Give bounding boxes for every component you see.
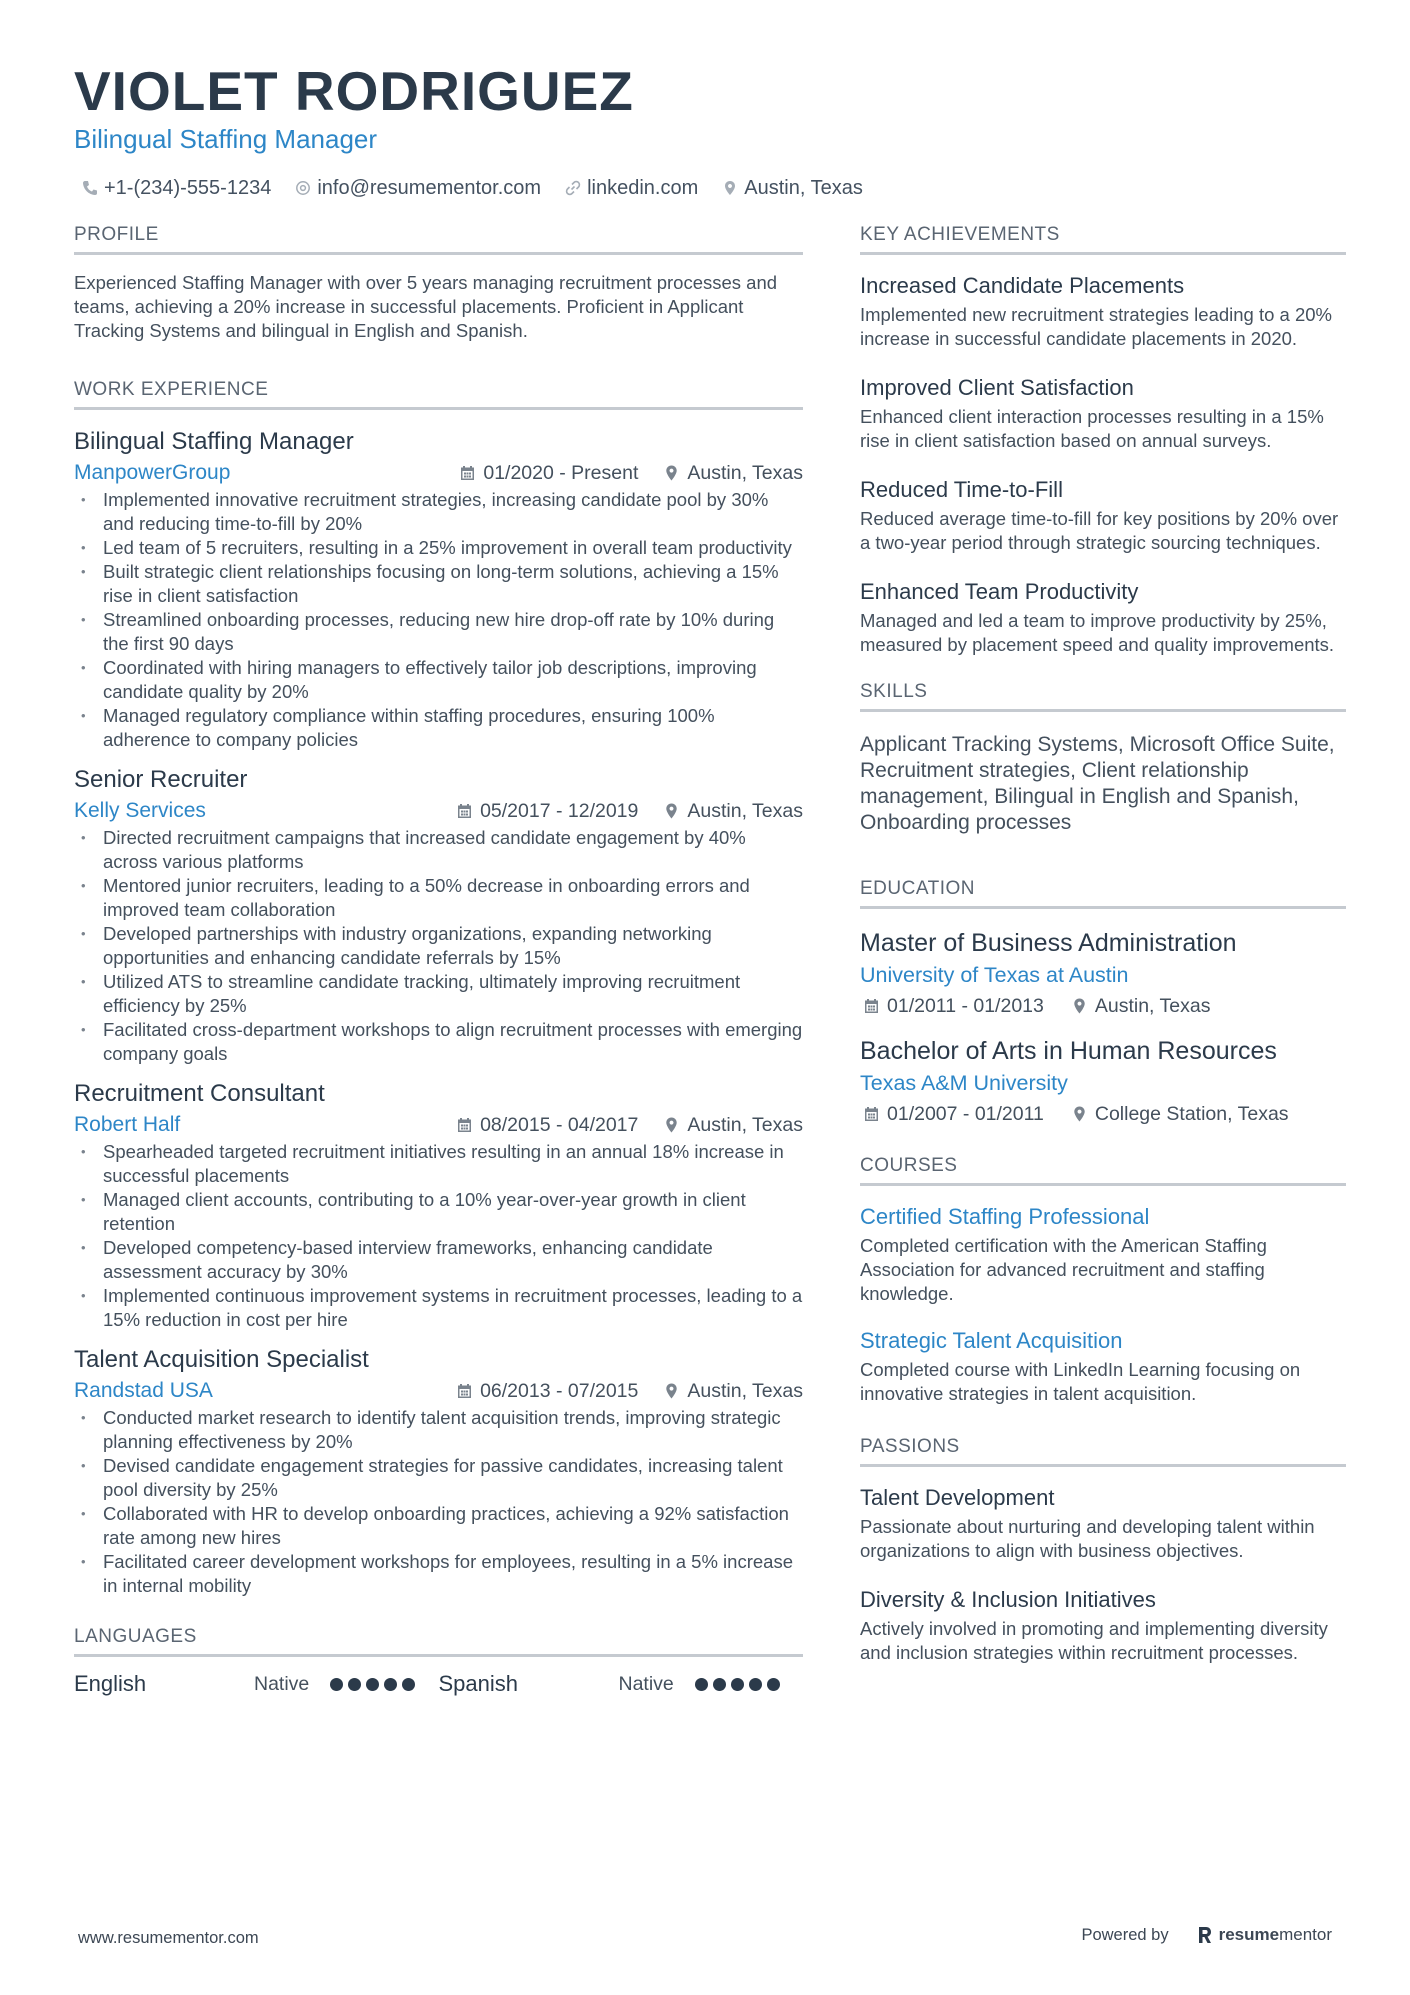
rating-dot	[767, 1678, 780, 1691]
school-name[interactable]: Texas A&M University	[860, 1071, 1068, 1095]
achievements-section	[860, 224, 1346, 657]
job-list	[74, 426, 803, 1598]
location-icon	[1072, 998, 1087, 1014]
job-title: Bilingual Staffing Manager	[74, 428, 354, 455]
footer-website[interactable]: www.resumementor.com	[78, 1929, 259, 1947]
bullet-item: • Implemented innovative recruitment strategies, increasing candidate pool by 30% and reducing time-to-fill by 20%	[74, 488, 803, 536]
job-location-text: Austin, Texas	[687, 462, 803, 484]
bullet-item: • Facilitated career development workshops for employees, resulting in a 5% increase in internal mobility	[74, 1550, 803, 1598]
job-date-location	[457, 796, 803, 826]
section-title-work: WORK EXPERIENCE	[74, 379, 803, 410]
location-icon	[1072, 1106, 1087, 1122]
rating-dot	[384, 1678, 397, 1691]
languages-section	[74, 1626, 803, 1699]
bullet-item: • Conducted market research to identify talent acquisition trends, improving strategic planning effectiveness by 20%	[74, 1406, 803, 1454]
calendar-icon	[460, 465, 475, 481]
rating-dot	[366, 1678, 379, 1691]
achievement-text: Implemented new recruitment strategies leading to a 20% increase in successful candidate placements in 2020.	[860, 304, 1333, 349]
degree-title: Bachelor of Arts in Human Resources	[860, 1037, 1277, 1065]
bullet-item: • Utilized ATS to streamline candidate tracking, ultimately improving recruitment efficiency by 25%	[74, 970, 803, 1018]
email-icon	[295, 180, 311, 196]
calendar-icon	[457, 803, 472, 819]
brand-bold: resume	[1218, 1925, 1280, 1944]
job-meta	[74, 1110, 803, 1140]
skills-section	[860, 681, 1346, 836]
skills-text: Applicant Tracking Systems, Microsoft Office Suite, Recruitment strategies, Client relationship management, Bilingual in English and Spanish, Onboarding processes	[860, 733, 1335, 834]
section-title-languages: LANGUAGES	[74, 1626, 803, 1657]
course-text: Completed certification with the American Staffing Association for advanced recruitment and staffing knowledge.	[860, 1235, 1267, 1304]
language-rating	[330, 1678, 415, 1691]
job-location	[664, 458, 803, 488]
bullet-item: • Facilitated cross-department workshops to align recruitment processes with emerging company goals	[74, 1018, 803, 1066]
passion-title: Diversity & Inclusion Initiatives	[860, 1587, 1156, 1612]
course-text: Completed course with LinkedIn Learning focusing on innovative strategies in talent acquisition.	[860, 1359, 1301, 1404]
education-location-text: College Station, Texas	[1094, 1103, 1289, 1125]
rating-dot	[402, 1678, 415, 1691]
job-dates-text: 05/2017 - 12/2019	[480, 800, 639, 822]
job-bullets	[74, 488, 803, 752]
section-title-achievements: KEY ACHIEVEMENTS	[860, 224, 1346, 255]
job-location-text: Austin, Texas	[687, 800, 803, 822]
contact-bar	[74, 175, 1344, 201]
calendar-icon	[864, 1106, 879, 1122]
job-title: Talent Acquisition Specialist	[74, 1346, 369, 1373]
course-list	[860, 1202, 1346, 1406]
courses-section	[860, 1155, 1346, 1406]
education-dates-text: 01/2011 - 01/2013	[887, 995, 1044, 1017]
bullet-item: • Directed recruitment campaigns that increased candidate engagement by 40% across various platforms	[74, 826, 803, 874]
company-name[interactable]: Kelly Services	[74, 799, 206, 822]
passion-text: Passionate about nurturing and developing talent within organizations to align with business objectives.	[860, 1516, 1315, 1561]
job-meta	[74, 1376, 803, 1406]
company-name[interactable]: ManpowerGroup	[74, 461, 231, 484]
calendar-icon	[457, 1383, 472, 1399]
bullet-item: • Led team of 5 recruiters, resulting in a 25% improvement in overall team productivity	[74, 536, 803, 560]
rating-dot	[731, 1678, 744, 1691]
bullet-item: • Developed partnerships with industry organizations, expanding networking opportunities and enhancing candidate referrals by 15%	[74, 922, 803, 970]
course-title[interactable]: Strategic Talent Acquisition	[860, 1328, 1123, 1353]
language-name: English	[74, 1671, 147, 1696]
job-bullets	[74, 1406, 803, 1598]
job-dates-text: 01/2020 - Present	[483, 462, 639, 484]
achievement-text: Enhanced client interaction processes resulting in a 15% rise in client satisfaction based on annual surveys.	[860, 406, 1324, 451]
job-meta	[74, 458, 803, 488]
education-dates	[864, 1099, 1044, 1129]
education-location-text: Austin, Texas	[1094, 995, 1211, 1017]
bullet-item: • Managed regulatory compliance within staffing procedures, ensuring 100% adherence to company policies	[74, 704, 803, 752]
job-dates	[457, 1376, 638, 1406]
education-location	[1072, 1099, 1289, 1129]
passions-section	[860, 1436, 1346, 1665]
phone-icon	[82, 180, 98, 196]
calendar-icon	[864, 998, 879, 1014]
job-entry	[74, 1344, 803, 1598]
job-bullets	[74, 1140, 803, 1332]
achievement-text: Managed and led a team to improve productivity by 25%, measured by placement speed and quality improvements.	[860, 610, 1335, 655]
bullet-item: • Built strategic client relationships focusing on long-term solutions, achieving a 15% rise in client satisfaction	[74, 560, 803, 608]
job-location-text: Austin, Texas	[687, 1380, 803, 1402]
contact-phone	[82, 175, 271, 201]
bullet-item: • Collaborated with HR to develop onboarding practices, achieving a 92% satisfaction rate among new hires	[74, 1502, 803, 1550]
achievement-title: Reduced Time-to-Fill	[860, 477, 1063, 502]
phone-text: +1-(234)-555-1234	[104, 177, 272, 199]
achievement-title: Increased Candidate Placements	[860, 273, 1185, 298]
bullet-item: • Mentored junior recruiters, leading to a 50% decrease in onboarding errors and improved team collaboration	[74, 874, 803, 922]
job-location-text: Austin, Texas	[687, 1114, 803, 1136]
footer-branding	[1081, 1925, 1332, 1945]
candidate-role: Bilingual Staffing Manager	[74, 124, 378, 154]
resume-header	[74, 58, 1344, 201]
location-text: Austin, Texas	[744, 177, 863, 199]
email-text[interactable]: info@resumementor.com	[317, 177, 542, 199]
bullet-item: • Developed competency-based interview frameworks, enhancing candidate assessment accuracy by 30%	[74, 1236, 803, 1284]
education-item	[860, 927, 1346, 1021]
rating-dot	[348, 1678, 361, 1691]
passion-title: Talent Development	[860, 1485, 1055, 1510]
job-bullets	[74, 826, 803, 1066]
education-item	[860, 1035, 1346, 1129]
rating-dot	[749, 1678, 762, 1691]
calendar-icon	[457, 1117, 472, 1133]
left-column	[74, 224, 803, 1699]
job-date-location	[460, 458, 803, 488]
contact-location	[722, 175, 863, 201]
section-title-skills: SKILLS	[860, 681, 1346, 712]
rating-dot	[695, 1678, 708, 1691]
school-name[interactable]: University of Texas at Austin	[860, 963, 1129, 987]
achievement-title: Improved Client Satisfaction	[860, 375, 1134, 400]
location-icon	[722, 180, 738, 196]
education-meta	[860, 991, 1346, 1021]
bullet-item: • Implemented continuous improvement systems in recruitment processes, leading to a 15% reduction in cost per hire	[74, 1284, 803, 1332]
course-item	[860, 1326, 1346, 1406]
course-title[interactable]: Certified Staffing Professional	[860, 1204, 1150, 1229]
section-title-profile: PROFILE	[74, 224, 803, 255]
passion-text: Actively involved in promoting and implementing diversity and inclusion strategies within recruitment processes.	[860, 1618, 1328, 1663]
language-name: Spanish	[438, 1671, 519, 1696]
job-location	[664, 1376, 803, 1406]
section-title-courses: COURSES	[860, 1155, 1346, 1186]
location-icon	[664, 1383, 679, 1399]
passion-item	[860, 1585, 1346, 1665]
degree-title: Master of Business Administration	[860, 929, 1237, 957]
job-dates	[460, 458, 638, 488]
profile-section	[74, 224, 803, 343]
language-level: Native	[618, 1673, 674, 1695]
bullet-item: • Managed client accounts, contributing to a 10% year-over-year growth in client retention	[74, 1188, 803, 1236]
achievement-item	[860, 475, 1346, 555]
job-location	[664, 1110, 803, 1140]
job-entry	[74, 426, 803, 752]
location-icon	[664, 465, 679, 481]
achievement-item	[860, 373, 1346, 453]
job-date-location	[457, 1376, 803, 1406]
job-meta	[74, 796, 803, 826]
language-item	[74, 1669, 439, 1699]
location-icon	[664, 803, 679, 819]
achievement-item	[860, 271, 1346, 351]
job-dates	[457, 1110, 638, 1140]
achievement-text: Reduced average time-to-fill for key positions by 20% over a two-year period through strategic sourcing techniques.	[860, 508, 1339, 553]
job-location	[664, 796, 803, 826]
section-title-education: EDUCATION	[860, 878, 1346, 909]
language-level: Native	[254, 1673, 310, 1695]
education-list	[860, 927, 1346, 1129]
job-title: Senior Recruiter	[74, 766, 248, 793]
job-dates-text: 08/2015 - 04/2017	[480, 1114, 639, 1136]
job-dates-text: 06/2013 - 07/2015	[480, 1380, 639, 1402]
contact-email[interactable]	[295, 175, 541, 201]
link-icon	[565, 180, 581, 196]
job-entry	[74, 1078, 803, 1332]
contact-linkedin[interactable]	[565, 175, 698, 201]
work-section	[74, 379, 803, 1598]
job-title: Recruitment Consultant	[74, 1080, 325, 1107]
passion-item	[860, 1483, 1346, 1563]
achievement-list	[860, 271, 1346, 657]
resumementor-logo-icon	[1197, 1926, 1213, 1944]
education-meta	[860, 1099, 1346, 1129]
right-column	[860, 224, 1346, 1687]
bullet-item: • Streamlined onboarding processes, reducing new hire drop-off rate by 10% during the first 90 days	[74, 608, 803, 656]
course-item	[860, 1202, 1346, 1306]
rating-dot	[713, 1678, 726, 1691]
brand-logo[interactable]	[1197, 1925, 1332, 1945]
company-name[interactable]: Randstad USA	[74, 1379, 213, 1402]
brand-rest: mentor	[1279, 1925, 1332, 1944]
education-dates	[864, 991, 1044, 1021]
bullet-item: • Devised candidate engagement strategies for passive candidates, increasing talent pool diversity by 25%	[74, 1454, 803, 1502]
job-date-location	[457, 1110, 803, 1140]
linkedin-text[interactable]: linkedin.com	[587, 177, 699, 199]
passion-list	[860, 1483, 1346, 1665]
language-rating	[695, 1678, 780, 1691]
education-dates-text: 01/2007 - 01/2011	[887, 1103, 1044, 1125]
achievement-title: Enhanced Team Productivity	[860, 579, 1139, 604]
rating-dot	[330, 1678, 343, 1691]
bullet-item: • Coordinated with hiring managers to effectively tailor job descriptions, improving candidate quality by 20%	[74, 656, 803, 704]
location-icon	[664, 1117, 679, 1133]
company-name[interactable]: Robert Half	[74, 1113, 181, 1136]
bullet-item: • Spearheaded targeted recruitment initiatives resulting in an annual 18% increase in successful placements	[74, 1140, 803, 1188]
job-entry	[74, 764, 803, 1066]
achievement-item	[860, 577, 1346, 657]
candidate-name: VIOLET RODRIGUEZ	[74, 60, 634, 122]
language-list	[74, 1669, 803, 1699]
section-title-passions: PASSIONS	[860, 1436, 1346, 1467]
powered-by-text: Powered by	[1081, 1925, 1169, 1944]
job-dates	[457, 796, 638, 826]
language-item	[439, 1669, 804, 1699]
education-section	[860, 878, 1346, 1129]
profile-text: Experienced Staffing Manager with over 5 years managing recruitment processes and teams, achieving a 20% increase in successful placements. Proficient in Applicant Tracking Systems and bilingual in English and Spanish.	[74, 272, 778, 341]
education-location	[1072, 991, 1211, 1021]
